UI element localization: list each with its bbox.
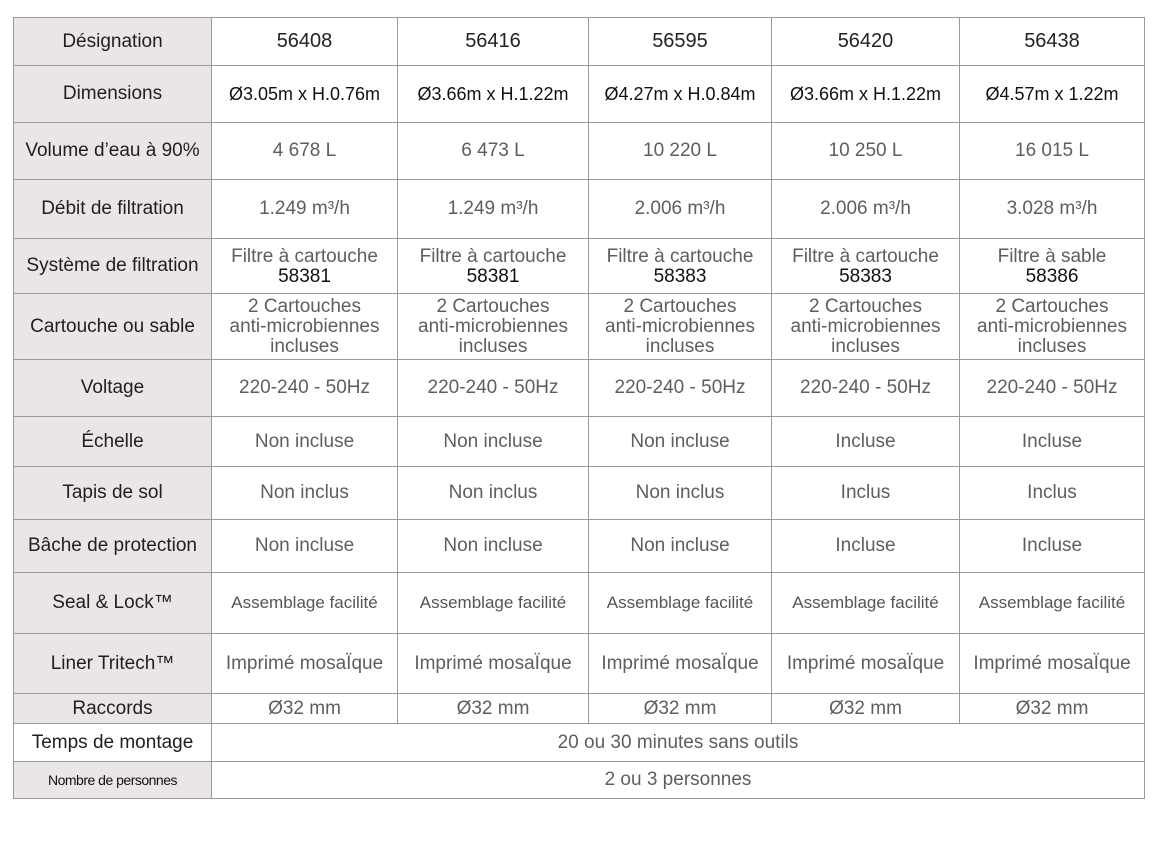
echelle-label: Échelle — [14, 417, 212, 467]
row-raccords — [14, 694, 1145, 724]
dimensions-label: Dimensions — [14, 66, 212, 123]
cartouche-line: anti-microbiennes — [790, 315, 941, 337]
volume-value: 16 015 L — [960, 123, 1145, 180]
liner-value: Imprimé mosaÏque — [398, 634, 589, 694]
cartouche-value — [398, 294, 589, 360]
voltage-value: 220-240 - 50Hz — [398, 360, 589, 417]
cartouche-line: 2 Cartouches — [808, 295, 922, 317]
voltage-label: Voltage — [14, 360, 212, 417]
raccords-value: Ø32 mm — [398, 694, 589, 724]
systeme-value — [398, 239, 589, 294]
row-temps — [14, 724, 1145, 762]
voltage-value: 220-240 - 50Hz — [960, 360, 1145, 417]
seal-value: Assemblage facilité — [398, 573, 589, 634]
row-voltage — [14, 360, 1145, 417]
row-liner — [14, 634, 1145, 694]
dimensions-value: Ø3.66m x H.1.22m — [772, 66, 960, 123]
volume-value: 10 220 L — [589, 123, 772, 180]
cartouche-line: incluses — [458, 335, 528, 357]
cartouche-line: 2 Cartouches — [436, 295, 550, 317]
row-volume — [14, 123, 1145, 180]
temps-label: Temps de montage — [14, 724, 212, 762]
debit-label: Débit de filtration — [14, 180, 212, 239]
debit-value: 1.249 m³/h — [398, 180, 589, 239]
filter-ref: 58386 — [1025, 266, 1079, 287]
personnes-value: 2 ou 3 personnes — [212, 762, 1145, 799]
tapis-value: Inclus — [960, 467, 1145, 520]
volume-value: 6 473 L — [398, 123, 589, 180]
row-debit — [14, 180, 1145, 239]
filter-type: Filtre à cartouche — [606, 246, 754, 267]
filter-ref: 58381 — [466, 266, 520, 287]
bache-value: Non incluse — [589, 520, 772, 573]
row-systeme — [14, 239, 1145, 294]
dimensions-value: Ø4.27m x H.0.84m — [589, 66, 772, 123]
seal-value: Assemblage facilité — [212, 573, 398, 634]
row-tapis — [14, 467, 1145, 520]
debit-value: 1.249 m³/h — [212, 180, 398, 239]
filter-type: Filtre à cartouche — [419, 246, 567, 267]
temps-value: 20 ou 30 minutes sans outils — [212, 724, 1145, 762]
filter-type: Filtre à cartouche — [792, 246, 939, 267]
cartouche-line: incluses — [831, 335, 900, 357]
cartouche-line: anti-microbiennes — [229, 315, 380, 337]
row-personnes — [14, 762, 1145, 799]
seal-label: Seal & Lock™ — [14, 573, 212, 634]
bache-value: Non incluse — [398, 520, 589, 573]
cartouche-line: incluses — [645, 335, 715, 357]
row-dimensions — [14, 66, 1145, 123]
liner-value: Imprimé mosaÏque — [589, 634, 772, 694]
debit-value: 2.006 m³/h — [772, 180, 960, 239]
raccords-value: Ø32 mm — [960, 694, 1145, 724]
raccords-value: Ø32 mm — [212, 694, 398, 724]
liner-label: Liner Tritech™ — [14, 634, 212, 694]
voltage-value: 220-240 - 50Hz — [772, 360, 960, 417]
dimensions-value: Ø3.66m x H.1.22m — [398, 66, 589, 123]
echelle-value: Incluse — [772, 417, 960, 467]
seal-value: Assemblage facilité — [772, 573, 960, 634]
row-cartouche — [14, 294, 1145, 360]
spec-table — [13, 17, 1145, 799]
raccords-label: Raccords — [14, 694, 212, 724]
tapis-value: Non inclus — [398, 467, 589, 520]
cartouche-line: incluses — [270, 335, 339, 357]
systeme-value — [772, 239, 960, 294]
row-echelle — [14, 417, 1145, 467]
echelle-value: Non incluse — [212, 417, 398, 467]
liner-value: Imprimé mosaÏque — [960, 634, 1145, 694]
cartouche-line: incluses — [1017, 335, 1087, 357]
volume-value: 4 678 L — [212, 123, 398, 180]
debit-value: 2.006 m³/h — [589, 180, 772, 239]
cartouche-line: anti-microbiennes — [977, 315, 1127, 337]
tapis-value: Non inclus — [212, 467, 398, 520]
filter-ref: 58381 — [278, 266, 331, 287]
model-header: 56408 — [212, 18, 398, 66]
voltage-value: 220-240 - 50Hz — [212, 360, 398, 417]
bache-value: Non incluse — [212, 520, 398, 573]
tapis-value: Inclus — [772, 467, 960, 520]
volume-label: Volume d’eau à 90% — [14, 123, 212, 180]
liner-value: Imprimé mosaÏque — [212, 634, 398, 694]
cartouche-value — [212, 294, 398, 360]
model-header: 56416 — [398, 18, 589, 66]
liner-value: Imprimé mosaÏque — [772, 634, 960, 694]
voltage-value: 220-240 - 50Hz — [589, 360, 772, 417]
bache-value: Incluse — [960, 520, 1145, 573]
raccords-value: Ø32 mm — [589, 694, 772, 724]
systeme-value — [589, 239, 772, 294]
cartouche-label: Cartouche ou sable — [14, 294, 212, 360]
volume-value: 10 250 L — [772, 123, 960, 180]
model-header: 56420 — [772, 18, 960, 66]
designation-label: Désignation — [14, 18, 212, 66]
tapis-value: Non inclus — [589, 467, 772, 520]
cartouche-line: 2 Cartouches — [623, 295, 737, 317]
raccords-value: Ø32 mm — [772, 694, 960, 724]
cartouche-value — [589, 294, 772, 360]
cartouche-line: 2 Cartouches — [247, 295, 361, 317]
row-designation — [14, 18, 1145, 66]
systeme-label: Système de filtration — [14, 239, 212, 294]
cartouche-line: 2 Cartouches — [995, 295, 1109, 317]
echelle-value: Non incluse — [589, 417, 772, 467]
cartouche-line: anti-microbiennes — [605, 315, 755, 337]
filter-type: Filtre à cartouche — [231, 246, 378, 267]
tapis-label: Tapis de sol — [14, 467, 212, 520]
filter-ref: 58383 — [839, 266, 892, 287]
row-bache — [14, 520, 1145, 573]
dimensions-value: Ø3.05m x H.0.76m — [212, 66, 398, 123]
model-header: 56438 — [960, 18, 1145, 66]
bache-value: Incluse — [772, 520, 960, 573]
personnes-label: Nombre de personnes — [14, 762, 212, 799]
dimensions-value: Ø4.57m x 1.22m — [960, 66, 1145, 123]
echelle-value: Incluse — [960, 417, 1145, 467]
systeme-value — [212, 239, 398, 294]
seal-value: Assemblage facilité — [589, 573, 772, 634]
echelle-value: Non incluse — [398, 417, 589, 467]
filter-ref: 58383 — [653, 266, 707, 287]
filter-type: Filtre à sable — [997, 246, 1107, 267]
model-header: 56595 — [589, 18, 772, 66]
cartouche-value — [960, 294, 1145, 360]
row-seal — [14, 573, 1145, 634]
cartouche-value — [772, 294, 960, 360]
seal-value: Assemblage facilité — [960, 573, 1145, 634]
debit-value: 3.028 m³/h — [960, 180, 1145, 239]
systeme-value — [960, 239, 1145, 294]
bache-label: Bâche de protection — [14, 520, 212, 573]
cartouche-line: anti-microbiennes — [418, 315, 568, 337]
